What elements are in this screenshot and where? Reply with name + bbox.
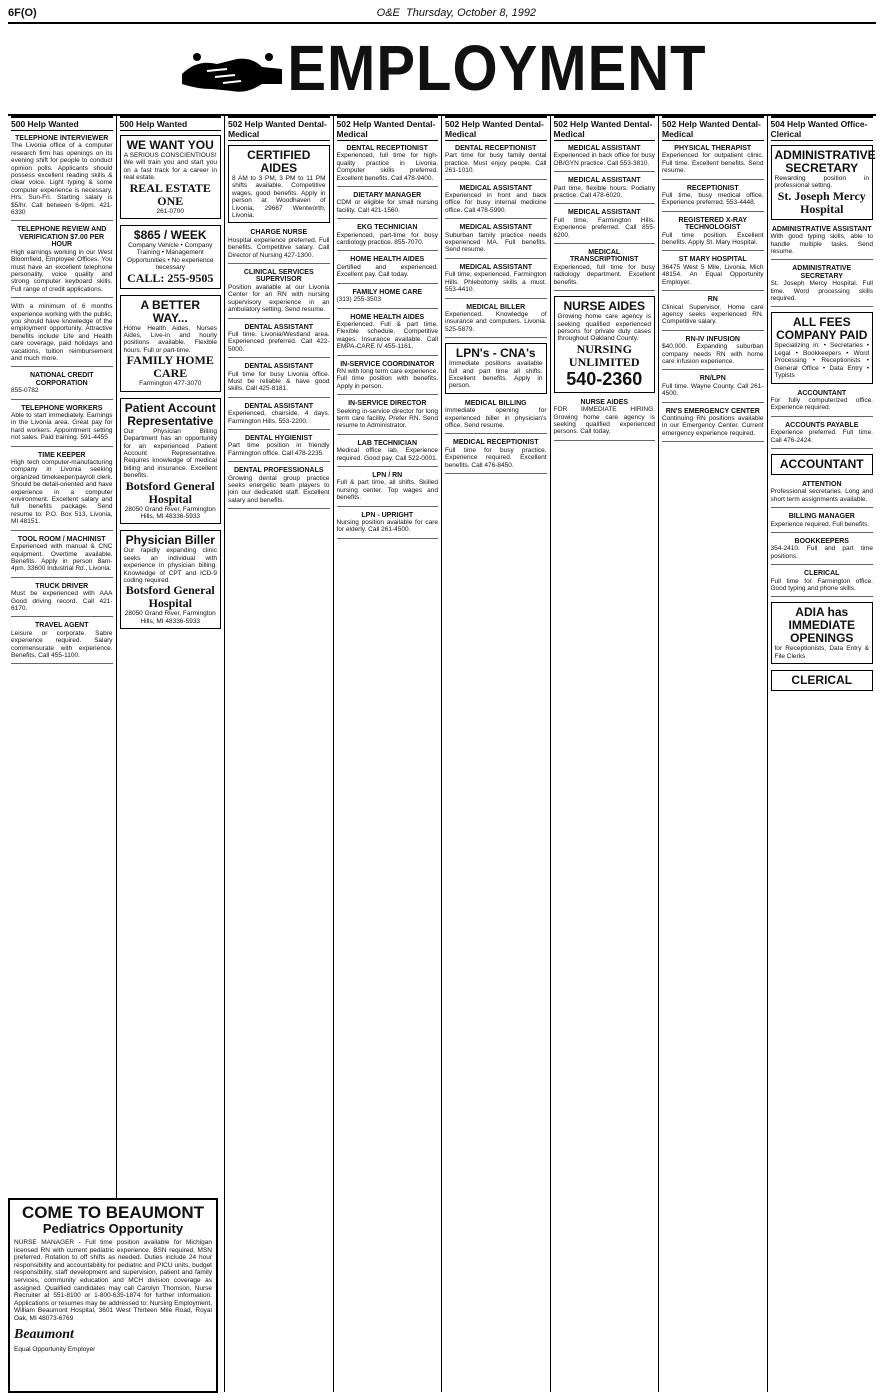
display-ad-headline: ALL FEES COMPANY PAID: [776, 315, 868, 343]
ad-body: Full time for busy practice. Experience required. Excellent benefits. Call 476-8450.: [445, 446, 547, 469]
classified-ad: [771, 570, 874, 597]
beaumont-ad: [8, 1198, 218, 1393]
ad-heading: ADMINISTRATIVE SECRETARY: [792, 265, 852, 280]
display-ad-headline: Physician Biller: [125, 533, 215, 548]
classified-ad: [445, 185, 547, 220]
display-ad-contact: 28050 Grand River, Farmington Hills, MI 48336-5933: [124, 505, 216, 520]
classified-ad: [445, 439, 547, 474]
ad-body: CDM or eligible for small nursing facility. Call 421-1560.: [336, 199, 438, 214]
ad-body: Full time, experienced. Farmington Hills. Phlebotomy skills a must. 553-4410.: [445, 271, 547, 294]
display-ad-body: Our Physician Billing Department has an opportunity for an experienced Patient Account Representative. Requires knowledge of medical billing and insurance. Excellent benefits.: [123, 427, 217, 480]
ad-body: Experienced, chairside. 4 days. Farmington Hills. 553-2200.: [228, 410, 330, 425]
classified-ad: [11, 622, 113, 664]
column-heading: 500 Help Wanted: [11, 116, 113, 131]
ad-heading: ADMINISTRATIVE ASSISTANT: [771, 225, 872, 233]
ad-heading: RECEPTIONIST: [686, 184, 739, 192]
ad-body: Full time, busy medical office. Experience preferred. 553-4448.: [662, 192, 764, 207]
ad-heading: PHYSICAL THERAPIST: [674, 145, 752, 152]
display-ad-headline: A BETTER WAY...: [140, 297, 201, 325]
ad-heading: FAMILY HOME CARE: [352, 288, 423, 296]
classified-column: [659, 116, 768, 1392]
classified-ad: [554, 145, 656, 172]
display-ad: [120, 225, 222, 289]
ad-heading: DENTAL ASSISTANT: [244, 402, 314, 410]
ad-heading: TRUCK DRIVER: [35, 582, 89, 590]
classified-ad: [11, 452, 113, 531]
ad-body: Experienced in front and back office for busy internal medicine office. Call 478-5990.: [445, 192, 547, 214]
ad-body: Experience preferred. Full time. Call 476-2424.: [770, 429, 873, 444]
ad-body: Experienced, full time for high-quality practice in Livonia. Computer skills preferred. Excellent benefits. Call 478-9400.: [336, 152, 438, 182]
classified-ad: [228, 403, 330, 430]
display-ad: [771, 145, 874, 220]
column-heading: 500 Help Wanted: [120, 116, 222, 131]
ad-body: Seeking in-service director for long term care facility. Prefer RN. Send resume to Administrator.: [336, 407, 438, 430]
classified-ad: [445, 145, 547, 180]
column-heading: 502 Help Wanted Dental-Medical: [337, 116, 439, 141]
ad-body: 855-0782: [11, 387, 39, 395]
display-ad-contact: 261-0700: [156, 207, 184, 215]
classified-ad: [771, 226, 874, 261]
display-ad-advertiser: FAMILY HOME CARE: [126, 353, 214, 381]
ad-body: High tech computer-manufacturing company in Livonia seeking organized timekeeper/payroll clerk. Should be detail-oriented and have experience in a computer environment. Excellent salary and full benefits package. Send resume to: P.O. Box 513, Livonia, MI 48151.: [11, 459, 113, 526]
ad-heading: LAB TECHNICIAN: [357, 439, 417, 447]
page-folio: [8, 4, 876, 22]
display-ad-headline: CLERICAL: [791, 673, 853, 688]
classified-ad: [11, 405, 113, 447]
classified-ad: [337, 224, 439, 251]
classified-ad: [445, 400, 547, 435]
classified-ad: [228, 363, 330, 398]
page-number: 6F(O): [8, 7, 37, 19]
ad-body: Full & part time, all shifts. Skilled nursing center. Top wages and benefits.: [336, 479, 438, 502]
display-ad: [445, 343, 547, 394]
classified-ad: [337, 145, 439, 187]
ad-body: Experienced, full time for busy radiology department. Excellent benefits.: [553, 263, 655, 286]
ad-body: Experienced, part-time for busy cardiology practice. 855-7070.: [336, 231, 438, 247]
ad-body: Part time, flexible hours. Podiatry practice. Call 478-6020.: [553, 184, 655, 200]
classified-ad: [337, 289, 439, 309]
ad-body: Experience required. Full benefits.: [770, 520, 870, 528]
column-heading: 502 Help Wanted Dental-Medical: [445, 116, 547, 141]
display-ad-advertiser: CALL: 255-9505: [127, 270, 214, 285]
ad-body: Part time position in friendly Farmington office. Call 478-2235.: [228, 442, 330, 457]
classified-ad: [771, 422, 874, 449]
ad-body: Full time, Farmington Hills. Experience preferred. Call 855-6200.: [553, 216, 655, 239]
section-title: EMPLOYMENT: [287, 32, 707, 105]
ad-body: Full time. Livonia/Westland area. Experienced preferred. Call 422-5000.: [228, 330, 330, 353]
classified-ad: [771, 538, 874, 565]
display-ad-advertiser: REAL ESTATE ONE: [129, 180, 211, 208]
ad-body: Leisure or corporate. Sabre experience required. Salary commensurate with experience. Benefits. Call 455-1100.: [11, 629, 113, 659]
classified-ad: [337, 256, 439, 283]
ad-heading: MEDICAL ASSISTANT: [567, 145, 641, 152]
classified-ad: [662, 375, 764, 402]
ad-heading: MEDICAL BILLER: [466, 303, 526, 311]
ad-body: Hospital experience preferred. Full benefits. Competitive salary. Call Director of Nursing 427-1300.: [228, 236, 330, 259]
classified-ad: [11, 135, 113, 221]
ad-body: The Livonia office of a computer research firm has openings on its evening shift for people to conduct opinion polls. Applicants should possess excellent reading skills & clear voice. Light typing & some computer experience is necessary. Hrs: Sun-Fri. Starting salary is $5/hr. Call between 6-9pm. 421-6330: [11, 142, 113, 217]
ad-body: Able to start immediately. Earnings in the Livonia area. Great pay for hard workers. Appointment setting not sales. Paid training. 591-4455: [11, 412, 113, 442]
ad-body: Experienced. Knowledge of insurance and computers. Livonia. 525-5879.: [445, 310, 547, 333]
handshake-logo-icon: [177, 29, 287, 109]
classified-ad: [662, 256, 764, 291]
classified-ad: [662, 408, 764, 443]
display-ad: [120, 530, 222, 629]
ad-body: Full time. Wayne County. Call 261-4500.: [662, 382, 764, 398]
ad-body: Suburban family practice needs experienced MA. Full benefits. Send resume.: [445, 231, 547, 254]
classified-column: [225, 116, 334, 1392]
ad-body: 36475 West 5 Mile, Livonia, Mich 48154. An Equal Opportunity Employer.: [662, 263, 764, 286]
ad-heading: DENTAL ASSISTANT: [244, 323, 314, 331]
ad-heading: DENTAL RECEPTIONIST: [455, 145, 537, 152]
ad-body: Professional secretaries. Long and short term assignments available.: [770, 488, 873, 503]
ad-heading: ST MARY HOSPITAL: [678, 256, 747, 264]
display-ad: [771, 312, 874, 383]
display-ad-contact: Farmington 477-3070: [139, 380, 202, 388]
ad-heading: ATTENTION: [801, 480, 842, 488]
ad-heading: BILLING MANAGER: [788, 513, 855, 521]
display-ad-body: for Receptionists, Data Entry & File Clerks: [774, 645, 869, 660]
ad-heading: MEDICAL RECEPTIONIST: [453, 439, 539, 447]
classified-ad: [554, 209, 656, 244]
ad-heading: DENTAL PROFESSIONALS: [233, 467, 324, 475]
paper-and-date: [377, 7, 536, 19]
ad-body: Position available at our Livonia Center for an RN with nursing supervisory experience in an ambulatory setting. Send resume.: [228, 283, 330, 314]
ad-heading: TIME KEEPER: [38, 451, 86, 459]
ad-heading: TRAVEL AGENT: [34, 622, 89, 630]
classified-ad: [662, 185, 764, 212]
ad-heading: CLERICAL: [804, 570, 840, 578]
ad-body: $40,000. Expanding suburban company needs RN with home care infusion experience.: [662, 343, 764, 365]
display-ad-body: Rewarding position in professional setting.: [774, 175, 869, 190]
classified-ad: [337, 440, 439, 467]
ad-body: Growing dental group practice seeks energetic team players to join our dedicated staff. Excellent salary and benefits.: [228, 474, 330, 504]
ad-body: Experienced for outpatient clinic. Full time. Excellent benefits. Send resume.: [662, 152, 764, 175]
ad-heading: RN'S EMERGENCY CENTER: [665, 407, 760, 415]
classified-ad: [11, 303, 113, 367]
display-ad-headline: CERTIFIED AIDES: [247, 148, 311, 175]
ad-body: Nursing position available for care for elderly. Call 261-4500.: [336, 519, 438, 534]
ad-heading: LPN / RN: [372, 472, 403, 479]
ad-heading: NATIONAL CREDIT CORPORATION: [29, 372, 94, 387]
issue-date: Thursday, October 8, 1992: [406, 7, 537, 19]
classified-ad: [445, 304, 547, 339]
ad-body: Medical office lab. Experience required. Good pay. Call 522-0001.: [336, 447, 438, 462]
ad-body: Full time for busy Livonia office. Must be reliable & have good skills. Call 425-8181.: [228, 370, 330, 393]
ad-heading: TOOL ROOM / MACHINIST: [17, 535, 106, 543]
beaumont-subtitle: Pediatrics Opportunity: [42, 1221, 184, 1236]
ad-body: 354-2410. Full and part time positions.: [770, 545, 873, 560]
ad-heading: TELEPHONE REVIEW AND VERIFICATION $7.00 PER HOUR: [17, 226, 107, 249]
display-ad-headline: ADIA has IMMEDIATE OPENINGS: [788, 605, 855, 646]
ad-heading: RN: [707, 296, 718, 304]
classified-ad: [771, 265, 874, 307]
display-ad: [771, 670, 874, 691]
ad-heading: MEDICAL ASSISTANT: [459, 184, 533, 192]
classified-ad: [662, 336, 764, 371]
ad-body: With good typing skills, able to handle multiple tasks. Send resume.: [770, 233, 873, 256]
ad-body: Experienced with manual & CNC equipment. Overtime available. Benefits. Apply in person 8am-4pm. 33600 Industrial Rd., Livonia.: [11, 543, 113, 573]
classified-ad: [337, 361, 439, 396]
ad-heading: LPN - UPRIGHT: [361, 511, 414, 519]
display-ad-contact: 28050 Grand River, Farmington Hills, MI 48336-5933: [124, 610, 216, 625]
ad-body: Full time position. Excellent benefits. Apply St. Mary Hospital.: [662, 231, 764, 247]
display-ad-phone: 540-2360: [566, 368, 643, 389]
display-ad-body: Growing home care agency is seeking qualified experienced persons for private duty cases throughout Oakland County.: [557, 313, 651, 343]
ad-heading: MEDICAL BILLING: [464, 399, 527, 407]
ad-heading: HOME HEALTH AIDES: [350, 313, 425, 321]
display-ad-body: Specializing in: • Secretaries • Legal • Bookkeepers • Word Processing • Receptionists • General Office • Data Entry • Typists: [774, 342, 869, 380]
ad-heading: DIETARY MANAGER: [353, 192, 422, 200]
column-heading: 502 Help Wanted Dental-Medical: [554, 116, 656, 141]
classified-ad: [11, 583, 113, 618]
classified-ad: [445, 224, 547, 259]
display-ad-headline: WE WANT YOU: [126, 138, 214, 152]
column-heading: 504 Help Wanted Office-Clerical: [771, 116, 874, 141]
display-ad: [120, 295, 222, 392]
ad-heading: MEDICAL ASSISTANT: [567, 177, 641, 185]
paper-name: O&E: [376, 7, 400, 19]
display-ad-advertiser: Botsford General Hospital: [125, 583, 215, 611]
ad-heading: CHARGE NURSE: [250, 229, 308, 237]
ad-heading: EKG TECHNICIAN: [357, 224, 418, 232]
display-ad-advertiser: NURSING UNLIMITED: [568, 341, 640, 369]
display-ad-advertiser: St. Joseph Mercy Hospital: [777, 188, 866, 216]
ad-body: RN with long term care experience. Full time position with benefits. Apply in person.: [336, 367, 439, 390]
classified-ad: [662, 145, 764, 180]
ad-body: With a minimum of 6 months experience working with the public, you should have knowledge of the employment opportunity. Attractive benefits include Life and Health care coverage, paid holidays and vacations, tuition reimbursement and much more.: [11, 303, 113, 362]
ad-body: Experienced. Full & part time. Flexible schedule. Competitive wages. Insurance available. Call EMPA-CARE IV 455-1161.: [336, 320, 438, 351]
ad-body: St. Joseph Mercy Hospital. Full time. Word processing skills required.: [770, 280, 873, 303]
ad-heading: DENTAL ASSISTANT: [244, 363, 314, 371]
display-ad-headline: LPN's - CNA's: [455, 346, 536, 361]
display-ad-subhead: A SERIOUS CONSCIENTIOUS!: [123, 152, 217, 159]
ad-heading: IN-SERVICE DIRECTOR: [348, 400, 427, 408]
display-ad: [120, 398, 222, 525]
display-ad-body: 8 AM to 3 PM, 3 PM to 11 PM shifts available. Competitive wages, good benefits. Apply in person at Woodhaven of Livonia, 29667 Wentworth, Livonia.: [232, 175, 326, 220]
classified-ad: [337, 400, 439, 435]
display-ad-advertiser: Botsford General Hospital: [125, 478, 215, 506]
ad-heading: MEDICAL ASSISTANT: [459, 263, 533, 271]
classified-ad: [337, 512, 439, 539]
display-ad-headline: $865 / WEEK: [133, 228, 207, 243]
ad-heading: REGISTERED X-RAY TECHNOLOGIST: [678, 216, 748, 232]
ad-heading: MEDICAL ASSISTANT: [459, 224, 533, 232]
classified-ad: [662, 296, 764, 331]
classified-ad: [337, 472, 439, 507]
classified-ad: [771, 390, 874, 417]
display-ad-headline: NURSE AIDES: [563, 299, 646, 314]
classified-ad: [554, 399, 656, 441]
section-banner: [8, 22, 876, 116]
classified-ad: [337, 192, 439, 219]
display-ad: [771, 454, 874, 475]
ad-heading: CLINICAL SERVICES SUPERVISOR: [243, 269, 314, 284]
classified-ad: [11, 372, 113, 399]
classified-ad: [771, 513, 874, 533]
ad-body: Experienced in back office for busy OB/GYN practice. Call 553-3810.: [553, 152, 655, 167]
display-ad-body: We will train you and start you on a fast track for a career in real estate.: [123, 159, 217, 182]
ad-heading: MEDICAL TRANSCRIPTIONIST: [570, 249, 639, 264]
ad-body: For fully computerized office. Experience required.: [770, 396, 873, 412]
ad-body: Clinical Supervisor. Home care agency seeks experienced RN. Competitive salary.: [662, 303, 764, 326]
display-ad-body: Immediate positions available full and part time all shifts. Excellent benefits. Apply in person.: [449, 360, 543, 390]
ad-heading: ACCOUNTS PAYABLE: [785, 421, 859, 429]
classified-ad: [445, 264, 547, 299]
ad-body: Full time for Farmington office. Good typing and phone skills.: [770, 577, 873, 592]
display-ad-headline: ACCOUNTANT: [779, 456, 864, 471]
ad-heading: TELEPHONE INTERVIEWER: [15, 135, 109, 142]
display-ad-body: Our rapidly expanding clinic seeks an individual with experience in physician billing. Knowledge of CPT and ICD-9 coding required.: [123, 547, 217, 584]
classified-ad: [11, 226, 113, 298]
ad-heading: RN-IV INFUSION: [685, 335, 740, 343]
display-ad-headline: ADMINISTRATIVE SECRETARY: [774, 148, 876, 175]
ad-heading: DENTAL HYGIENIST: [245, 434, 313, 442]
classified-ad: [228, 467, 330, 509]
ad-heading: ACCOUNTANT: [797, 389, 847, 397]
display-ad: [120, 135, 222, 219]
ad-body: (313) 255-3503: [336, 296, 381, 304]
ad-heading: NURSE AIDES: [580, 398, 629, 406]
classified-ad: [228, 229, 330, 264]
classified-ad: [771, 481, 874, 508]
beaumont-title: COME TO BEAUMONT: [22, 1203, 204, 1222]
ad-heading: RN/LPN: [699, 375, 726, 383]
classified-column: [442, 116, 551, 1392]
classified-ad: [228, 324, 330, 359]
classified-ad: [554, 177, 656, 204]
ad-body: Part time for busy family dental practice. Must enjoy people. Call 261-1010.: [445, 152, 547, 175]
beaumont-logo: Beaumont: [14, 1326, 74, 1342]
classified-column: [768, 116, 877, 1392]
classified-ad: [337, 314, 439, 356]
ad-body: Must be experienced with AAA Good driving record. Call 421-6170.: [11, 590, 113, 612]
classified-column: [334, 116, 443, 1392]
classified-ad: [228, 269, 330, 318]
ad-heading: TELEPHONE WORKERS: [21, 404, 103, 412]
ad-heading: MEDICAL ASSISTANT: [567, 209, 641, 217]
ad-heading: DENTAL RECEPTIONIST: [346, 145, 428, 152]
classified-ad: [554, 249, 656, 291]
ad-body: Immediate opening for experienced biller in physician's office. Send resume.: [445, 407, 547, 429]
display-ad-subhead: Company Vehicle • Company Training • Management Opportunities • No experience necessary: [127, 242, 214, 272]
ad-heading: BOOKKEEPERS: [794, 537, 849, 545]
display-ad-headline: Patient Account Representative: [124, 400, 216, 428]
display-ad: [554, 296, 656, 393]
column-heading: 502 Help Wanted Dental-Medical: [228, 116, 330, 141]
classified-column: [551, 116, 660, 1392]
display-ad: [771, 602, 874, 664]
ad-body: Certified and experienced. Excellent pay. Call today.: [336, 263, 438, 279]
beaumont-body: NURSE MANAGER - Full time position available for Michigan licensed RN with current pediatric experience. BSN required, MSN preferred. Rotation to off shifts as needed. Duties include 24 hour responsibility and accountability for pediatric and PICU units, budget responsibility, staff development and supervision, patient and family services, community education and MCH division coverage as assigned. Qualified candidates may call Carolyn Thomson, Nurse Recruiter at 551-8100 or 1-800-635-1874 for further information. Applications or resumes may be addressed to: Nursing Employment, William Beaumont Hospital, 3601 West Thirteen Mile Road, Royal Oak, MI 48073-6769: [14, 1239, 212, 1322]
column-heading: 502 Help Wanted Dental-Medical: [662, 116, 764, 141]
ad-body: FOR IMMEDIATE HIRING. Growing home care agency is seeking qualified experienced persons. Call today.: [553, 406, 655, 436]
ad-body: Continuing RN positions available in our Emergency Center. Current emergency experience required.: [662, 414, 764, 437]
ad-heading: IN-SERVICE COORDINATOR: [340, 360, 435, 368]
classified-ad: [662, 217, 764, 252]
ad-body: High earnings working in our West Bloomfield, Employee Offices. You must have an excellent telephone personality, voice quality and strong computer keyboard skills. Full range of credit applications.: [11, 248, 113, 293]
classified-ad: [228, 435, 330, 462]
beaumont-eoe: Equal Opportunity Employer: [14, 1345, 96, 1353]
classified-ad: [11, 536, 113, 578]
display-ad-body: Home Health Aides, Nurses Aides, Live-in and hourly positions available. Flexible hours. Full or part-time.: [123, 324, 217, 354]
display-ad: [228, 145, 330, 223]
ad-heading: HOME HEALTH AIDES: [350, 256, 425, 264]
